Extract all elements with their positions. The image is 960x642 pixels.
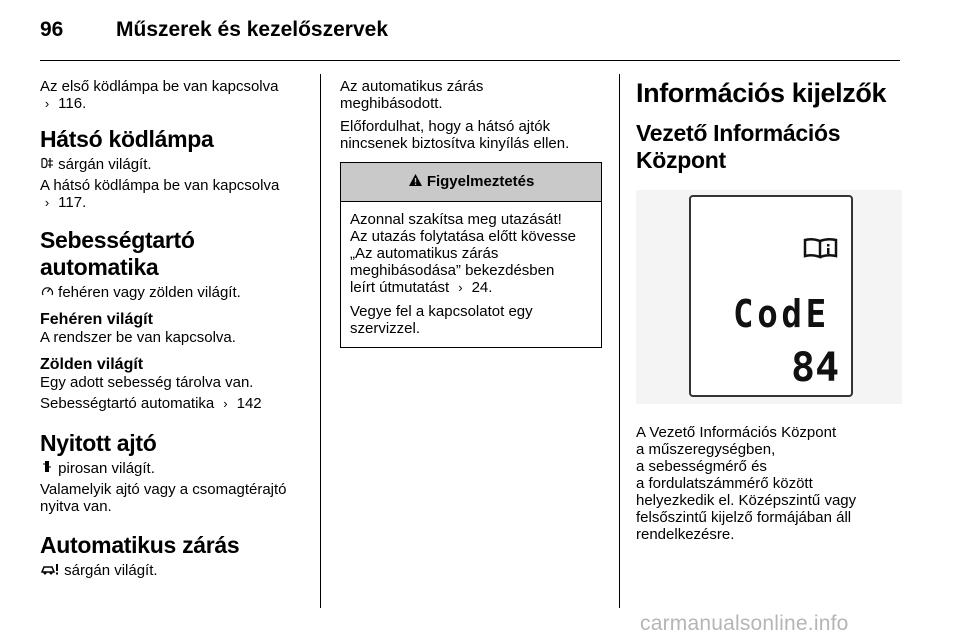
door-status-text: pirosan világít. xyxy=(58,460,155,477)
front-fog-line: Az első ködlámpa be van kapcsolva xyxy=(40,78,279,95)
rear-fog-ref xyxy=(40,194,302,211)
door-text: Valamelyik ajtó vagy a csomagtérajtó nyitva van. xyxy=(40,481,287,515)
header-rule xyxy=(40,60,900,61)
lcd-code-text: CodE xyxy=(733,292,830,336)
warning-line: Azonnal szakítsa meg utazását! xyxy=(350,211,562,228)
dic-caption xyxy=(636,424,904,543)
warning-line: „Az automatikus zárás xyxy=(350,245,499,262)
caption-line: rendelkezésre. xyxy=(636,526,735,543)
column-2 xyxy=(340,78,602,348)
fault-line-1: Az automatikus zárás xyxy=(340,78,484,95)
cruise-see-also xyxy=(40,395,302,412)
page-header xyxy=(40,12,920,56)
auto-lock-heading: Automatikus zárás xyxy=(40,532,240,558)
auto-lock-status-text: sárgán világít. xyxy=(64,562,158,579)
column-1 xyxy=(40,78,302,579)
warning-service-1: Vegye fel a kapcsolatot egy xyxy=(350,303,533,320)
caption-line: helyezkedik el. Középszintű vagy xyxy=(636,492,857,509)
reference-arrow-icon: › xyxy=(223,396,228,411)
door-open-icon xyxy=(40,460,54,477)
rear-fog-status-text: sárgán világít. xyxy=(58,156,152,173)
dic-heading-line-2: Központ xyxy=(636,147,726,173)
cruise-see-text: Sebességtartó automatika xyxy=(40,395,215,412)
possible-line-1: Előfordulhat, hogy a hátsó ajtók xyxy=(340,118,551,135)
caption-line: A Vezető Információs Központ xyxy=(636,424,837,441)
reference-arrow-icon: › xyxy=(458,280,463,295)
column-3 xyxy=(636,78,904,543)
warning-line: leírt útmutatást xyxy=(350,279,450,296)
auto-lock-icon xyxy=(40,562,60,579)
warning-title: Figyelmeztetés xyxy=(426,173,535,190)
rear-fog-lamp-icon xyxy=(40,156,54,173)
cruise-white-heading: Fehéren világít xyxy=(40,311,153,328)
lcd-code-number: 84 xyxy=(791,345,840,391)
lcd-display xyxy=(689,195,853,397)
caption-line: felsőszintű kijelző formájában áll xyxy=(636,509,852,526)
cruise-status xyxy=(40,284,302,301)
fault-line-2: meghibásodott. xyxy=(340,95,443,112)
cruise-ref-number[interactable]: 142 xyxy=(236,395,262,412)
reference-arrow-icon: › xyxy=(44,96,50,111)
door-status xyxy=(40,460,302,477)
caption-line: a fordulatszámmérő között xyxy=(636,475,813,492)
rear-fog-text: A hátsó ködlámpa be van kapcsolva xyxy=(40,177,280,194)
warning-box xyxy=(340,162,602,348)
caption-line: a műszeregységben, xyxy=(636,441,776,458)
info-displays-heading: Információs kijelzők xyxy=(636,78,887,108)
warning-service-2: szervizzel. xyxy=(350,320,421,337)
manual-book-icon xyxy=(803,237,839,259)
reference-arrow-icon: › xyxy=(44,195,50,210)
warning-line: Az utazás folytatása előtt kövesse xyxy=(350,228,576,245)
page-title: Műszerek és kezelőszervek xyxy=(116,18,389,41)
watermark: carmanualsonline.info xyxy=(640,612,849,635)
front-fog-ref xyxy=(40,95,302,112)
cruise-status-text: fehéren vagy zölden világít. xyxy=(58,284,241,301)
front-fog-text xyxy=(40,78,302,95)
cruise-green-text: Egy adott sebesség tárolva van. xyxy=(40,374,254,391)
dic-heading-line-1: Vezető Információs xyxy=(636,120,841,146)
rear-fog-heading: Hátsó ködlámpa xyxy=(40,126,214,152)
warning-line: meghibásodása” bekezdésben xyxy=(350,262,555,279)
page-number: 96 xyxy=(40,18,64,41)
warning-triangle-icon xyxy=(408,173,427,190)
possible-line-2: nincsenek biztosítva kinyílás ellen. xyxy=(340,135,570,152)
rear-fog-status xyxy=(40,156,302,173)
rear-fog-ref-number[interactable]: 117. xyxy=(58,194,87,211)
column-divider-2 xyxy=(619,74,620,608)
cruise-green-heading: Zölden világít xyxy=(40,356,144,373)
dic-display-image xyxy=(636,190,902,404)
door-heading: Nyitott ajtó xyxy=(40,430,157,456)
cruise-heading: Sebességtartó automatika xyxy=(40,227,195,280)
cruise-white-text: A rendszer be van kapcsolva. xyxy=(40,329,236,346)
warning-body xyxy=(341,202,601,347)
front-fog-ref-number[interactable]: 116. xyxy=(58,95,87,112)
cruise-control-icon xyxy=(40,284,54,301)
warning-line-ref xyxy=(350,279,592,296)
auto-lock-status xyxy=(40,562,302,579)
caption-line: a sebességmérő és xyxy=(636,458,767,475)
warning-ref-number[interactable]: 24. xyxy=(471,279,493,296)
warning-header xyxy=(341,163,601,202)
column-divider-1 xyxy=(320,74,321,608)
